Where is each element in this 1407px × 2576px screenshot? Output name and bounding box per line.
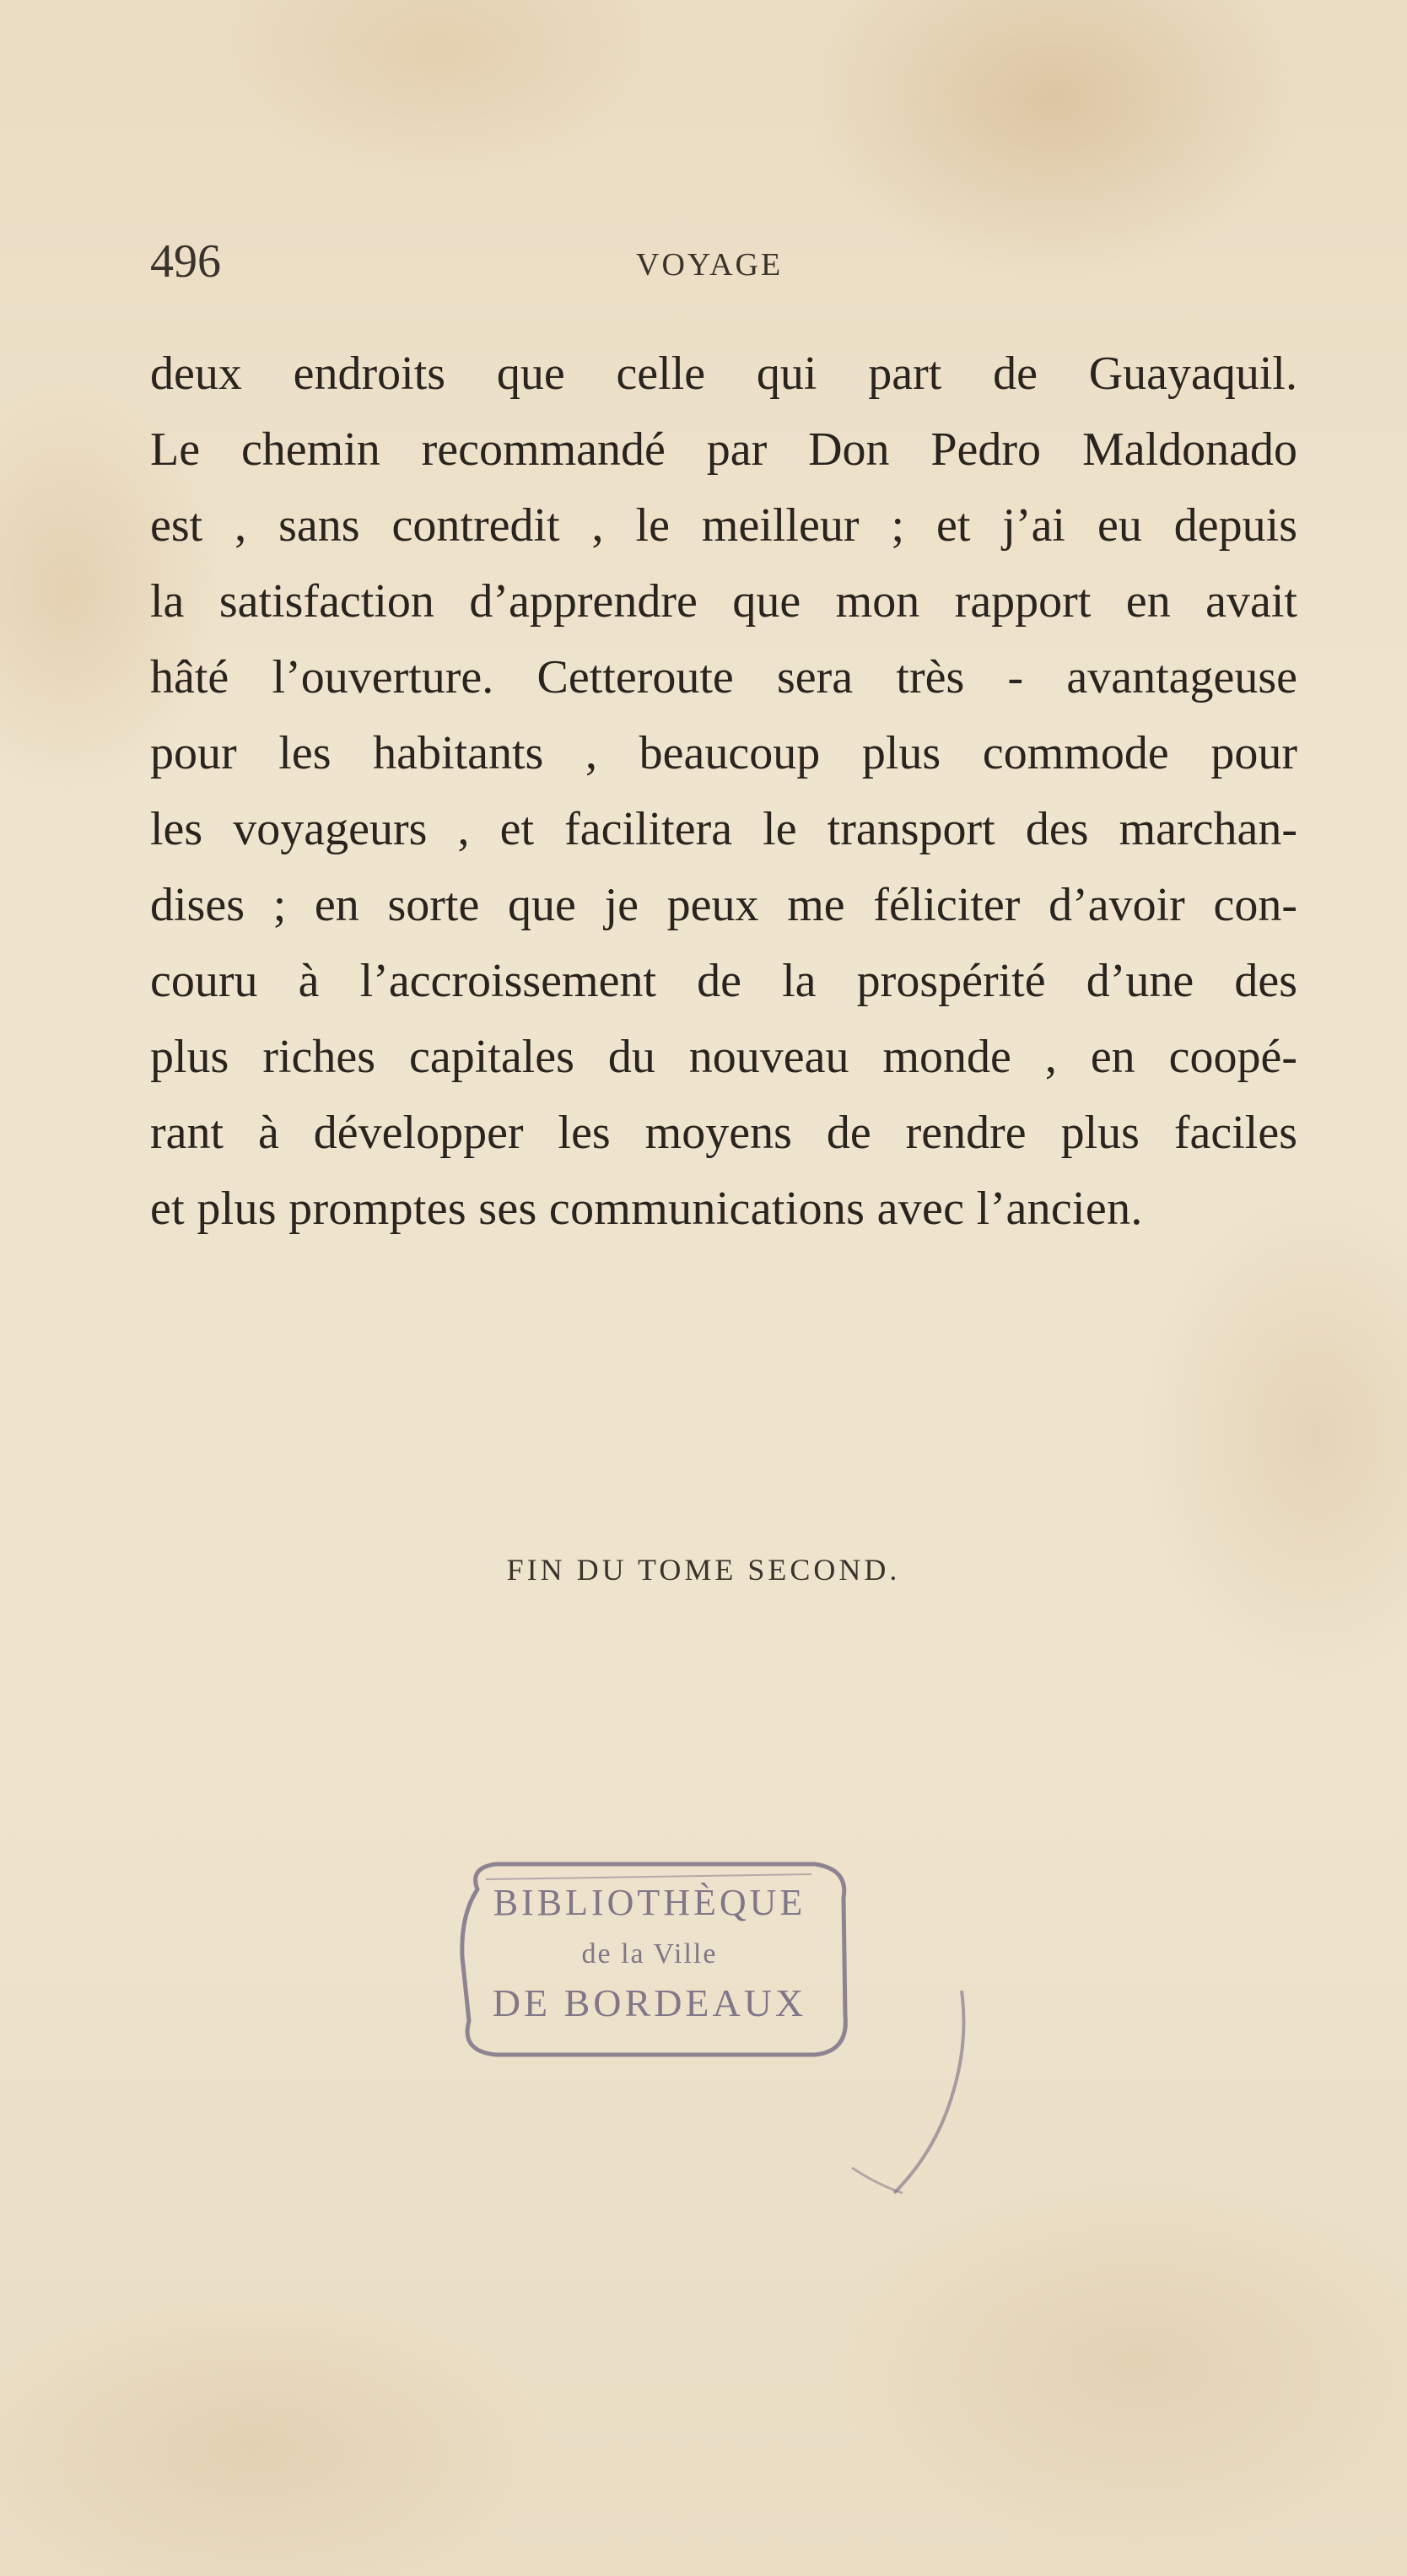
pen-mark-icon (835, 1991, 987, 2210)
text-line: est , sans contredit , le meilleur ; et j’ai eu depuis (150, 499, 1297, 552)
text-line: la satisfaction d’apprendre que mon rapport en avait (150, 575, 1297, 628)
text-line: plus riches capitales du nouveau monde , en coopé- (150, 1031, 1297, 1083)
stamp-line-1: BIBLIOTHÈQUE (493, 1882, 806, 1923)
closing-line: FIN DU TOME SECOND. (506, 1553, 901, 1587)
text-line: et plus promptes ses communications avec l’ancien. (150, 1183, 1143, 1235)
text-line: pour les habitants , beaucoup plus commode pour (150, 727, 1297, 779)
text-line: les voyageurs , et facilitera le transport des marchan- (150, 803, 1297, 855)
page-number: 496 (150, 235, 221, 288)
body-text (150, 336, 1297, 1247)
text-line: couru à l’accroissement de la prospérité d’une des (150, 955, 1297, 1007)
text-line: hâté l’ouverture. Cetteroute sera très - avantageuse (150, 651, 1297, 703)
stamp-line-2: de la Ville (581, 1938, 718, 1970)
text-line: rant à développer les moyens de rendre plus faciles (150, 1107, 1297, 1159)
running-head: VOYAGE (636, 247, 784, 283)
stamp-line-3: DE BORDEAUX (492, 1981, 807, 2024)
page-header (150, 234, 1297, 294)
text-line: dises ; en sorte que je peux me féliciter d’avoir con- (150, 879, 1297, 931)
library-stamp (444, 1856, 855, 2063)
text-line: deux endroits que celle qui part de Guayaquil. (150, 348, 1297, 400)
text-line: Le chemin recommandé par Don Pedro Maldonado (150, 423, 1297, 476)
